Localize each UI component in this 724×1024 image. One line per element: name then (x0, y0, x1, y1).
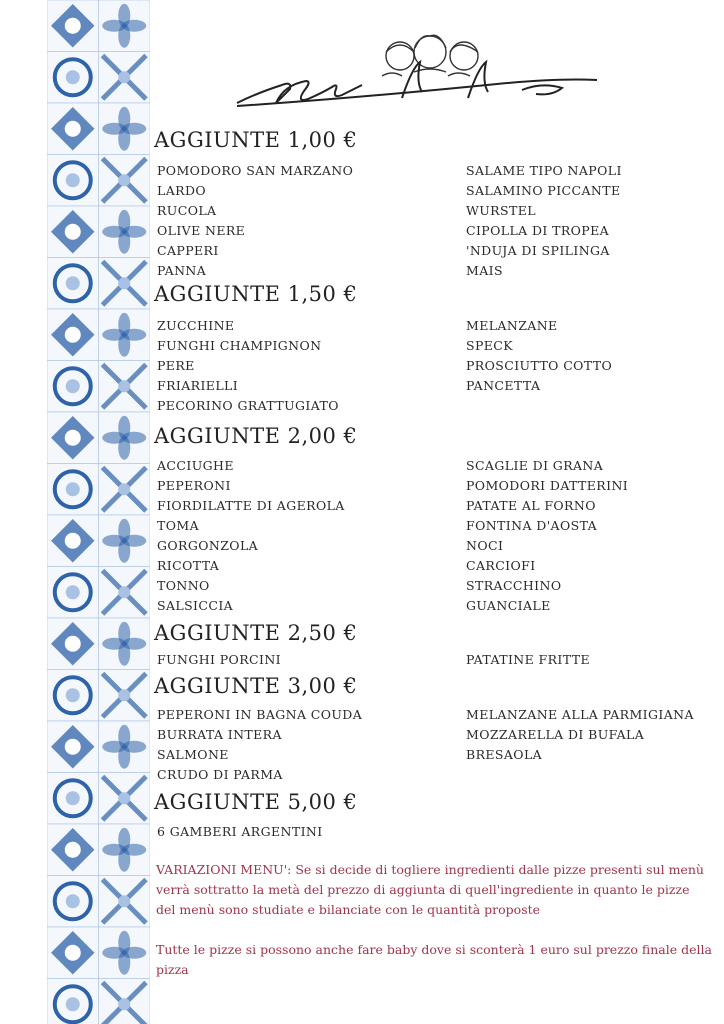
tile (47, 773, 99, 825)
tile (47, 721, 99, 773)
tile (99, 464, 151, 516)
tile (47, 52, 99, 104)
section-title: AGGIUNTE 2,50 € (154, 621, 358, 645)
menu-item-right: PATATINE FRITTE (466, 652, 590, 667)
tile (99, 0, 151, 52)
menu-item-left: FUNGHI PORCINI (157, 652, 281, 667)
menu-item-left: POMODORO SAN MARZANO (157, 163, 354, 178)
menu-item-right: CIPOLLA DI TROPEA (466, 223, 610, 238)
menu-item-left: ACCIUGHE (157, 458, 234, 473)
menu-item-left: SALSICCIA (157, 598, 234, 613)
tile (47, 0, 99, 52)
menu-item-right: STRACCHINO (466, 578, 562, 593)
menu-item-right: SALAME TIPO NAPOLI (466, 163, 622, 178)
menu-item-left: RUCOLA (157, 203, 217, 218)
tile (47, 618, 99, 670)
menu-item-left: PEPERONI IN BAGNA COUDA (157, 707, 363, 722)
menu-item-right: FONTINA D'AOSTA (466, 518, 598, 533)
tile (47, 979, 99, 1024)
tile (47, 361, 99, 413)
tile (99, 773, 151, 825)
tile (47, 258, 99, 310)
menu-item-left: TONNO (157, 578, 210, 593)
menu-item-left: ZUCCHINE (157, 318, 235, 333)
tile (99, 876, 151, 928)
menu-item-left: RICOTTA (157, 558, 220, 573)
tile (47, 515, 99, 567)
section-title: AGGIUNTE 1,00 € (154, 128, 358, 152)
tile (99, 52, 151, 104)
tile (99, 670, 151, 722)
menu-item-right: SCAGLIE DI GRANA (466, 458, 604, 473)
menu-item-right: MAIS (466, 263, 503, 278)
menu-item-right: NOCI (466, 538, 504, 553)
tile (99, 258, 151, 310)
tile (47, 206, 99, 258)
tile (47, 876, 99, 928)
menu-item-left: TOMA (157, 518, 200, 533)
section-title: AGGIUNTE 1,50 € (154, 282, 358, 306)
tile (47, 927, 99, 979)
menu-item-left: PANNA (157, 263, 207, 278)
menu-item-right: CARCIOFI (466, 558, 536, 573)
section-title: AGGIUNTE 5,00 € (154, 790, 358, 814)
tile (47, 155, 99, 207)
tile (99, 361, 151, 413)
menu-item-left: FRIARIELLI (157, 378, 239, 393)
tile (99, 155, 151, 207)
tile (47, 412, 99, 464)
baby-pizza-note: Tutte le pizze si possono anche fare baby dove si sconterà 1 euro sul prezzo finale della pizza (156, 942, 712, 977)
menu-item-right: PROSCIUTTO COTTO (466, 358, 613, 373)
menu-item-right: PATATE AL FORNO (466, 498, 596, 513)
menu-item-right: BRESAOLA (466, 747, 543, 762)
tile (99, 979, 151, 1024)
decorative-tile-border (47, 0, 150, 1024)
menu-item-left: CRUDO DI PARMA (157, 767, 283, 782)
tile (47, 567, 99, 619)
tile (47, 824, 99, 876)
menu-item-right: MOZZARELLA DI BUFALA (466, 727, 645, 742)
tile (47, 464, 99, 516)
majolica-tile-pattern (47, 0, 150, 1024)
tile (99, 515, 151, 567)
menu-item-right: PANCETTA (466, 378, 541, 393)
menu-item-left: 6 GAMBERI ARGENTINI (157, 824, 323, 839)
menu-item-right: MELANZANE ALLA PARMIGIANA (466, 707, 694, 722)
tile (99, 103, 151, 155)
three-children-faces-icon (232, 28, 612, 118)
menu-item-right: 'NDUJA DI SPILINGA (466, 243, 610, 258)
menu-item-left: GORGONZOLA (157, 538, 259, 553)
menu-item-left: FUNGHI CHAMPIGNON (157, 338, 322, 353)
menu-item-right: SALAMINO PICCANTE (466, 183, 621, 198)
menu-item-left: OLIVE NERE (157, 223, 246, 238)
menu-item-right: MELANZANE (466, 318, 558, 333)
menu-item-right: WURSTEL (466, 203, 536, 218)
menu-item-left: FIORDILATTE DI AGEROLA (157, 498, 345, 513)
restaurant-logo (232, 28, 612, 118)
tile (47, 309, 99, 361)
menu-item-left: CAPPERI (157, 243, 219, 258)
tile (47, 670, 99, 722)
section-title: AGGIUNTE 3,00 € (154, 674, 358, 698)
tile (99, 567, 151, 619)
tile (99, 206, 151, 258)
tile (99, 618, 151, 670)
menu-item-right: SPECK (466, 338, 514, 353)
menu-item-left: PECORINO GRATTUGIATO (157, 398, 339, 413)
menu-item-left: PEPERONI (157, 478, 231, 493)
menu-variations-note: VARIAZIONI MENU': Se si decide di togliere ingredienti dalle pizze presenti sul menù verrà sottratto la metà del prezzo di aggiunta di quell'ingrediente in quanto le pizze del menù sono studiate e bilanciate con le quantità proposte (156, 862, 704, 917)
tile (99, 412, 151, 464)
tile (99, 309, 151, 361)
tile (47, 103, 99, 155)
menu-item-left: BURRATA INTERA (157, 727, 282, 742)
tile (99, 721, 151, 773)
menu-item-right: POMODORI DATTERINI (466, 478, 629, 493)
menu-item-right: GUANCIALE (466, 598, 551, 613)
section-title: AGGIUNTE 2,00 € (154, 424, 358, 448)
menu-item-left: LARDO (157, 183, 207, 198)
tile (99, 824, 151, 876)
menu-item-left: SALMONE (157, 747, 229, 762)
tile (99, 927, 151, 979)
menu-item-left: PERE (157, 358, 195, 373)
